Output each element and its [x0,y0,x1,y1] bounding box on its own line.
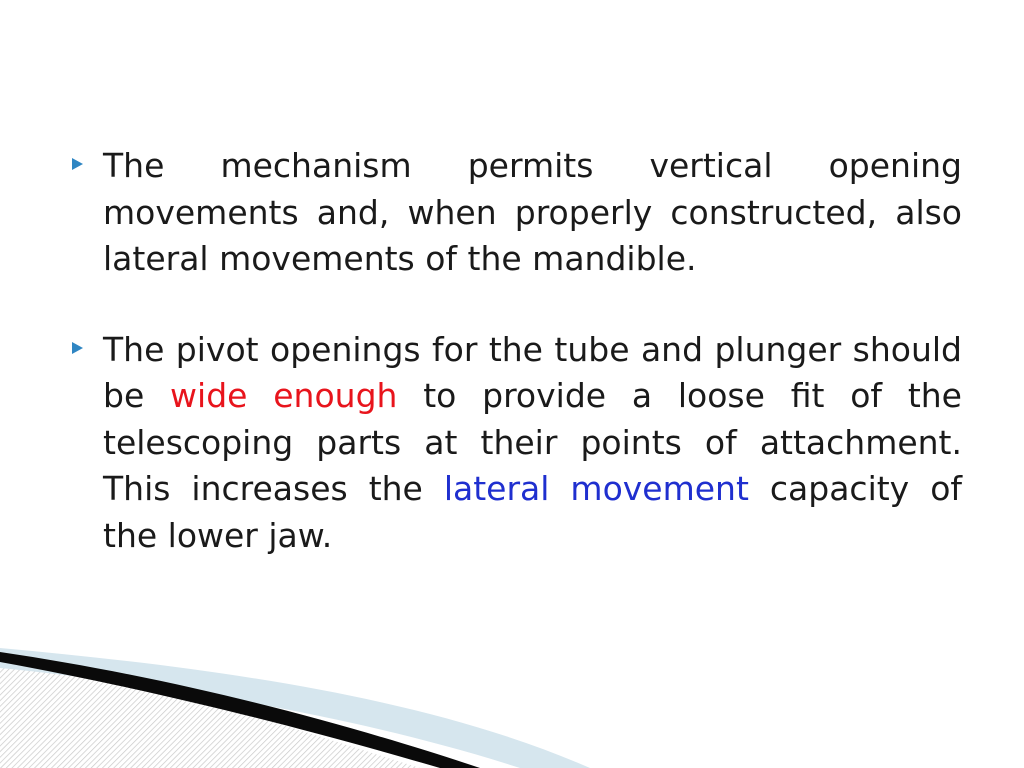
bullet-list [72,143,962,603]
triangle-bullet-icon [72,342,83,354]
bullet-text-segment: capacity of the lower jaw. [103,469,963,555]
highlight-blue-text: lateral movement [443,469,749,508]
highlight-red-text: wide enough [170,376,398,415]
bullet-text [103,327,962,560]
footer-swoosh-decoration [0,638,1024,768]
triangle-bullet-icon [72,158,83,170]
bullet-item [72,327,962,560]
bullet-text [103,143,962,283]
bullet-text-segment: The pivot openings for the tube and plunger should be [103,329,962,415]
bullet-text-plain: The mechanism permits vertical opening movements and, when properly constructed, also lateral movements of the mandible. [103,146,962,278]
bullet-item [72,143,962,283]
bullet-text-segment: to provide a loose fit of the telescoping parts at their points of attachment. This increases the [103,376,962,508]
